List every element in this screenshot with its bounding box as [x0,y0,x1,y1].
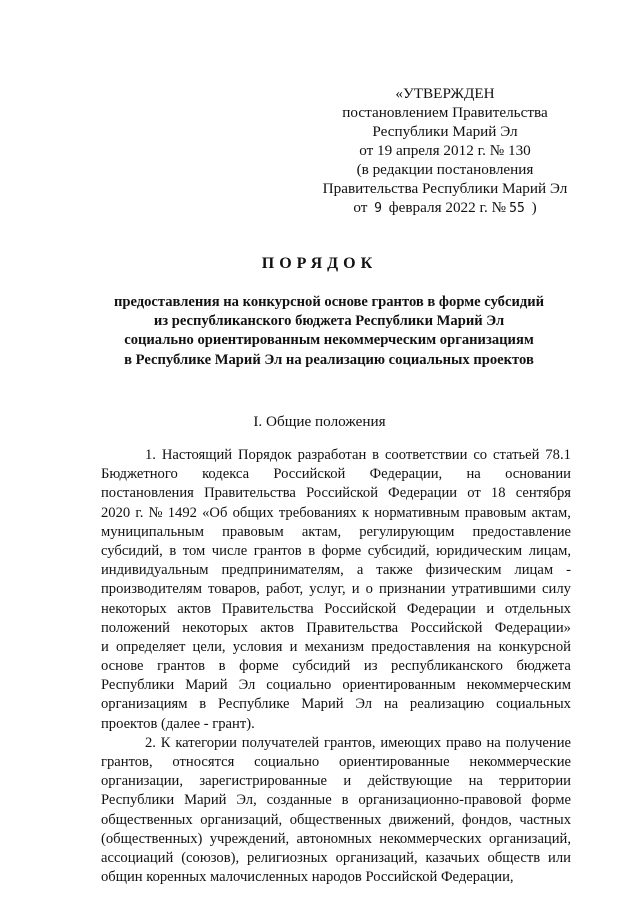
approval-stamp [300,84,590,218]
paragraph-line: Бюджетного кодекса Российской Федерации, на основании [101,466,571,483]
paragraph-line: производителям товаров, работ, услуг, и о признании утратившими силу [101,581,571,598]
document-title: ПОРЯДОК [261,255,378,272]
amendment-number: 55 [509,201,525,216]
paragraph-line: постановления Правительства Российской Федерации от 18 сентября [101,485,571,502]
approval-amendment-date-line [300,198,590,218]
approval-line: Республики Марий Эл [372,123,518,140]
section-heading: I. Общие положения [253,413,386,430]
approval-line: (в редакции постановления [356,161,534,178]
approval-line: от 19 апреля 2012 г. № 130 [359,142,531,159]
paragraph-line: и определяет цели, условия и механизм предоставления на конкурсной [101,638,571,655]
document-body [101,446,571,887]
paragraph-line: индивидуальным предпринимателям, а также физическим лицам - [101,562,571,579]
approval-line: Правительства Республики Марий Эл [322,180,568,197]
paragraph-line: общин коренных малочисленных народов Российской Федерации, [101,869,514,886]
paragraph-line: грантов, относятся социально ориентированные некоммерческие [101,754,571,770]
amendment-prefix: от [353,199,368,216]
paragraph-line: положений некоторых актов Правительства Российской Федерации» [101,619,571,636]
subtitle-line: предоставления на конкурсной основе грантов в форме субсидий [113,294,545,310]
paragraph-line: 1. Настоящий Порядок разработан в соответствии со статьей 78.1 [145,447,571,463]
paragraph [101,446,571,734]
paragraph-line: субсидий, в том числе грантов в форме субсидий, юридическим лицам, [101,542,571,559]
paragraph-line: 2. К категории получателей грантов, имеющих право на получение [145,734,571,751]
paragraph [101,734,571,888]
paragraph-line: организации, зарегистрированные и действующие на территории [101,773,571,790]
paragraph-line: основе грантов в форме субсидий из республиканского бюджета [101,658,571,675]
amendment-day: 9 [374,201,382,216]
subtitle-line: из республиканского бюджета Республики Марий Эл [153,313,505,330]
amendment-month-year: февраля 2022 г. № [388,199,507,216]
approval-line: «УТВЕРЖДЕН [395,85,495,102]
paragraph-line: проектов (далее - грант). [101,715,255,732]
subtitle-line: социально ориентированным некоммерческим организациям [124,332,534,349]
document-subtitle [60,293,598,370]
amendment-suffix: ) [531,199,537,216]
paragraph-line: ассоциаций (союзов), религиозных организаций, казачьих обществ или [101,849,571,866]
subtitle-line: в Республике Марий Эл на реализацию социальных проектов [124,351,534,368]
paragraph-line: (общественных) учреждений, автономных некоммерческих организаций, [101,830,571,847]
paragraph-line: некоторых актов Правительства Российской Федерации и отдельных [101,600,571,617]
paragraph-line: 2020 г. № 1492 «Об общих требованиях к нормативным правовым актам, [101,504,571,521]
paragraph-line: Республики Марий Эл, созданные в организационно-правовой форме [101,792,571,809]
paragraph-line: Республики Марий Эл социально ориентированным некоммерческим [101,677,571,694]
approval-line: постановлением Правительства [342,104,548,121]
paragraph-line: муниципальным правовым актам, регулирующим предоставление [101,523,571,540]
paragraph-line: общественных организаций, общественных движений, фондов, частных [101,811,571,828]
paragraph-line: организациям в Республике Марий Эл на реализацию социальных [101,696,571,713]
